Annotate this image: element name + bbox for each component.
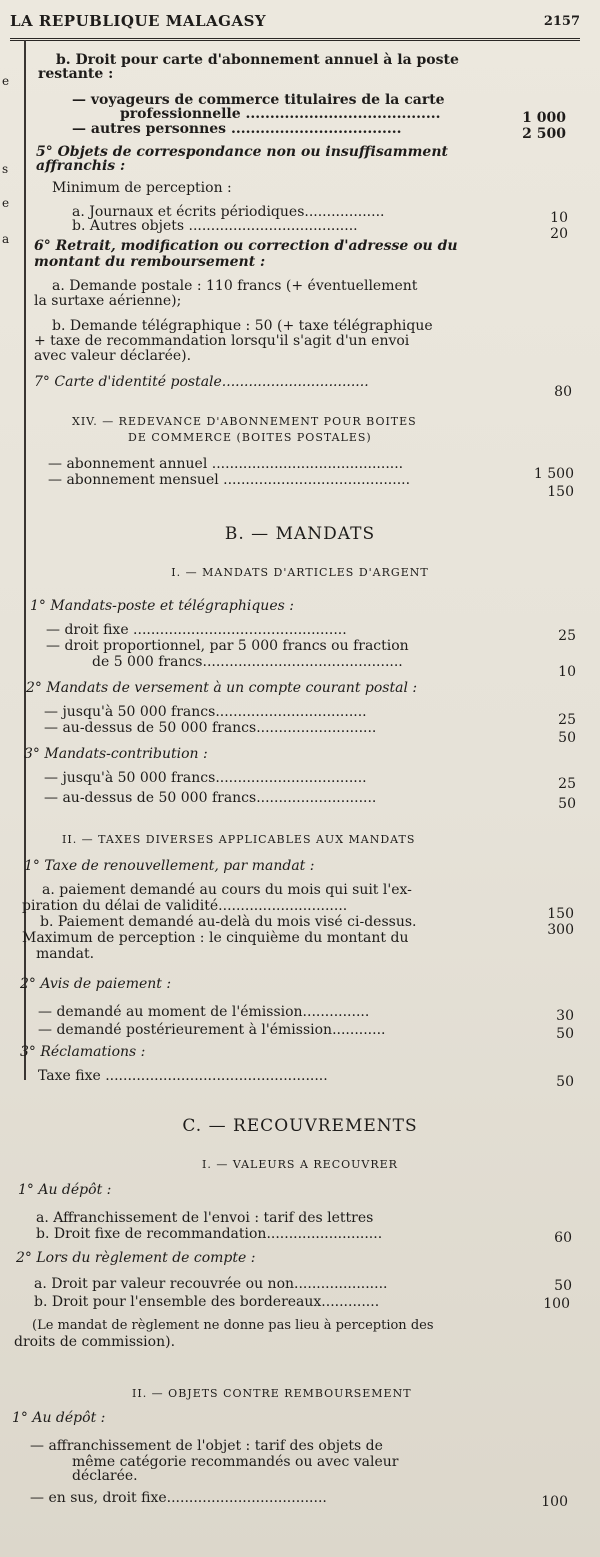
fee-value: 10	[550, 210, 568, 226]
text-line: — abonnement mensuel ..........................................	[48, 472, 411, 488]
fee-value: 50	[558, 796, 576, 812]
text-line: — affranchissement de l'objet : tarif des objets de	[30, 1438, 383, 1454]
text-line: (Le mandat de règlement ne donne pas lieu à perception des	[32, 1318, 434, 1333]
text-line: — abonnement annuel ...........................................	[48, 456, 404, 472]
margin-letter: s	[2, 162, 9, 176]
text-line: a. Affranchissement de l'envoi : tarif des lettres	[36, 1210, 374, 1226]
text-line: + taxe de recommandation lorsqu'il s'agit d'un envoi	[34, 333, 410, 349]
text-line: 7° Carte d'identité postale.................................	[34, 374, 369, 390]
text-line: — jusqu'à 50 000 francs..................................	[44, 704, 367, 720]
text-line: mandat.	[36, 946, 95, 962]
text-line: 2° Avis de paiement :	[20, 976, 172, 992]
text-line: restante :	[38, 66, 114, 82]
fee-value: 150	[547, 484, 574, 500]
text-line: 3° Réclamations :	[20, 1044, 146, 1060]
text-line: Taxe fixe ..................................................	[38, 1068, 328, 1084]
fee-value: 100	[543, 1296, 570, 1312]
fee-value: 1 000	[522, 110, 566, 126]
section-title: C. — RECOUVREMENTS	[182, 1116, 418, 1136]
fee-value: 25	[558, 712, 576, 728]
fee-value: 20	[550, 226, 568, 242]
fee-value: 100	[541, 1494, 568, 1510]
fee-value: 2 500	[522, 126, 566, 142]
text-line: b. Droit pour l'ensemble des bordereaux.............	[34, 1294, 380, 1310]
text-line: même catégorie recommandés ou avec valeur	[72, 1454, 399, 1470]
margin-letter: e	[2, 74, 10, 88]
margin-letter: a	[2, 232, 10, 246]
text-line: a. paiement demandé au cours du mois qui suit l'ex-	[42, 882, 412, 898]
text-line: — demandé postérieurement à l'émission............	[38, 1022, 386, 1038]
text-line: 2° Lors du règlement de compte :	[16, 1250, 256, 1266]
text-line: — jusqu'à 50 000 francs..................................	[44, 770, 367, 786]
text-line: b. Paiement demandé au-delà du mois visé ci-dessus.	[40, 914, 417, 930]
text-line: a. Droit par valeur recouvrée ou non.....................	[34, 1276, 388, 1292]
fee-value: 50	[556, 1026, 574, 1042]
fee-value: 25	[558, 628, 576, 644]
section-title: B. — MANDATS	[224, 524, 376, 544]
fee-value: 50	[554, 1278, 572, 1294]
fee-value: 25	[558, 776, 576, 792]
text-line: b. Autres objets ......................................	[72, 218, 358, 234]
fee-value: 60	[554, 1230, 572, 1246]
text-line: 1° Mandats-poste et télégraphiques :	[30, 598, 294, 614]
fee-value: 80	[554, 384, 572, 400]
fee-value: 150	[547, 906, 574, 922]
subsection-heading: II. — TAXES DIVERSES APPLICABLES AUX MANDATS	[62, 833, 416, 846]
text-line: déclarée.	[72, 1468, 138, 1484]
text-line: Maximum de perception : le cinquième du montant du	[22, 930, 409, 946]
page-header	[10, 8, 580, 41]
fee-value: 30	[556, 1008, 574, 1024]
text-line: a. Demande postale : 110 francs (+ éventuellement	[52, 278, 418, 294]
text-line: 1° Au dépôt :	[12, 1410, 106, 1426]
subsection-heading: I. — MANDATS D'ARTICLES D'ARGENT	[171, 566, 429, 579]
text-line: montant du remboursement :	[34, 254, 266, 270]
text-line: — voyageurs de commerce titulaires de la carte	[72, 92, 445, 108]
text-line: 1° Taxe de renouvellement, par mandat :	[24, 858, 315, 874]
fee-value: 10	[558, 664, 576, 680]
section-heading: XIV. — REDEVANCE D'ABONNEMENT POUR BOITES	[72, 415, 417, 428]
section-heading: DE COMMERCE (BOITES POSTALES)	[128, 431, 372, 444]
margin-letter: e	[2, 196, 10, 210]
text-line: — au-dessus de 50 000 francs...........................	[44, 790, 377, 806]
text-line: 5° Objets de correspondance non ou insuffisamment	[36, 144, 448, 160]
text-line: — droit fixe ................................................	[46, 622, 347, 638]
text-line: la surtaxe aérienne);	[34, 293, 182, 309]
text-line: — en sus, droit fixe....................................	[30, 1490, 327, 1506]
text-line: Minimum de perception :	[52, 180, 232, 196]
text-line: — droit proportionnel, par 5 000 francs ou fraction	[46, 638, 409, 654]
fee-value: 1 500	[533, 466, 574, 482]
text-line: b. Droit pour carte d'abonnement annuel à la poste	[56, 52, 459, 68]
header-title: LA REPUBLIQUE MALAGASY	[10, 12, 267, 30]
text-line: professionnelle ........................................	[120, 106, 441, 122]
text-line: avec valeur déclarée).	[34, 348, 192, 364]
text-line: — au-dessus de 50 000 francs...........................	[44, 720, 377, 736]
text-line: a. Journaux et écrits périodiques..................	[72, 204, 385, 220]
text-line: — autres personnes ...................................	[72, 121, 402, 137]
text-line: 2° Mandats de versement à un compte courant postal :	[26, 680, 418, 696]
text-line: 1° Au dépôt :	[18, 1182, 112, 1198]
text-line: b. Demande télégraphique : 50 (+ taxe télégraphique	[52, 318, 433, 334]
text-line: — demandé au moment de l'émission...............	[38, 1004, 370, 1020]
text-line: b. Droit fixe de recommandation..........................	[36, 1226, 383, 1242]
page-number: 2157	[543, 14, 580, 29]
text-line: 3° Mandats-contribution :	[24, 746, 208, 762]
text-line: 6° Retrait, modification ou correction d'adresse ou du	[34, 238, 458, 254]
text-line: piration du délai de validité.............................	[22, 898, 348, 914]
fee-value: 50	[558, 730, 576, 746]
column-rule	[24, 40, 26, 1080]
subsection-heading: I. — VALEURS A RECOUVRER	[202, 1158, 398, 1171]
fee-value: 300	[547, 922, 574, 938]
text-line: affranchis :	[36, 158, 126, 174]
text-line: de 5 000 francs.............................................	[92, 654, 403, 670]
fee-value: 50	[556, 1074, 574, 1090]
text-line: droits de commission).	[14, 1334, 176, 1350]
subsection-heading: II. — OBJETS CONTRE REMBOURSEMENT	[132, 1387, 412, 1400]
